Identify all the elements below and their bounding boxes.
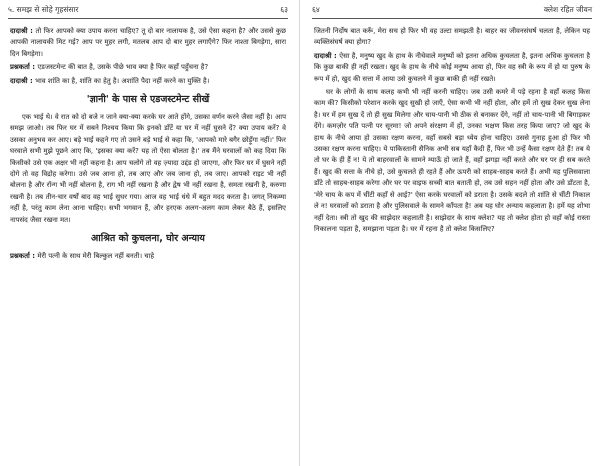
- right-page-number: ६४: [312, 5, 320, 14]
- body-paragraph: एक भाई थे। वे रात को दो बजे न जाने क्या-क्या करके घर आते होंगे, उसका वर्णन करने जैसा नहीं है। आप समझ जाओ। तब फिर घर में सबने निश्चय किया कि इनको डाँटें या घर में नहीं घुसने दें? क्या उपाय करें? वे उसका अनुभव कर आए। बड़े भाई कहने गए तो उसने बड़े भाई से कहा कि, 'आपको मारे बगैर छोड़ूँगा नहीं।' फिर घरवाले सभी मुझे पूछने आए कि, 'इसका क्या करें? यह तो ऐसा बोलता है।' तब मैंने घरवालों को कह दिया कि किसीको उसे एक अक्षर भी नहीं कहना है। आप चलोगे तो वह ज़्यादा उद्दंड हो जाएगा, और फिर घर में घुसने नहीं दोगे तो वह विद्रोह करेगा। उसे जब आना हो, तब आए और जब जाना हो, तब जाए। आपको राइट भी नहीं बोलना है और रॉन्ग भी नहीं बोलना है, राग भी नहीं रखना है और द्वेष भी नहीं रखना है, समता रखनी है, करुणा रखनी है। तब तीन-चार वर्षों बाद वह भाई सुधर गया। आज वह भाई धंधे में बहुत मदद करता है। जगत् निकम्मा नहीं है, परंतु काम लेना आना चाहिए। सभी भगवान हैं, और हरएक अलग-अलग काम लेकर बैठे हैं, इसलिए नापसंद जैसा रखना मत।: [10, 113, 286, 224]
- dialogue-paragraph: प्रश्नकर्ता : मेरी पत्नी के साथ मेरी बिल्कुल नहीं बनती। चाहे: [10, 252, 155, 261]
- right-header-rule: [312, 18, 592, 19]
- body-paragraph: घर के लोगों के साथ कलह कभी भी नहीं करनी चाहिए। जब उसी कमरे में पड़े रहना है वहाँ कलह किस काम की? किसीको परेशान करके खुद सुखी हो जाएँ, ऐसा कभी भी नहीं होता, और हमें तो सुख देकर सुख लेना है। घर में हम सुख दें तो ही सुख मिलेगा और चाय-पानी भी ठीक से बनाकर देंगे, नहीं तो चाय-पानी भी बिगाड़कर देंगे। कमज़ोर पति पत्नी पर सूरमा! जो अपने संरक्षण में हों, उनका भक्षण किस तरह किया जाए? जो खुद के हाथ के नीचे आया हो उसका रक्षण करना, वहाँ सबसे बड़ा ध्येय होना चाहिए। उससे गुनाह हुआ हो फिर भी उसका रक्षण करना चाहिए। ये पाकिस्तानी सैनिक अभी सब यहाँ कैदी हैं, फिर भी उन्हें कैसा रक्षण देते हैं! तब ये तो घर के ही हैं न! ये तो बाहरवालों के सामने म्याऊँ हो जाते हैं, वहाँ झगड़ा नहीं करते और घर पर ही सब करते हैं। खुद की सत्ता के नीचे हो, उसे कुचलते ही रहते हैं और ऊपरी को साहब-साहब करते हैं। अभी यह पुलिसवाला डाँटे तो साहब-साहब करेगा और घर पर वाइफ सच्ची बात बताती हो, तब उसे सहन नहीं होता और उसे डाँटता है, 'मेरे चाय के कप में चींटी कहाँ से आई?' ऐसा करके घरवालों को डराता है। उसके बदले तो शांति से चींटी निकाल ले न! घरवालों को डराता है और पुलिसवाले के सामने काँपता है! अब यह घोर अन्याय कहलाता है। हमें यह शोभा नहीं देता। स्त्री तो खुद की साझेदार कहलाती है। साझेदार के साथ क्लेश? यह तो क्लेश होता हो वहाँ कोई रास्ता निकालना पड़ता है, समझाना पड़ता है। घर में रहना है तो क्लेश किसलिए?: [314, 88, 590, 233]
- dialogue-text: ऐसा है, मनुष्य खुद के हाथ के नीचेवाले मनुष्यों को इतना अधिक कुचलता है, इतना अधिक कुचलता है कि कुछ बाकी ही नहीं रखता। खुद के हाथ के नीचे कोई मनुष्य आया हो, फिर वह स्त्री के रूप में हो या पुरुष के रूप में हो, खुद की सत्ता में आया उसे कुचलने में कुछ बाकी ही नहीं रखते।: [314, 51, 590, 83]
- right-running-title: क्लेश रहित जीवन: [543, 5, 592, 14]
- dialogue-paragraph: प्रश्नकर्ता : एडजस्टमेन्ट की बात है, उसके पीछे भाव क्या है फिर कहाँ पहुँचना है?: [10, 63, 209, 72]
- speaker-label: दादाश्री: [314, 51, 332, 60]
- dialogue-paragraph: दादाश्री : भाव शांति का है, शांति का हेतु है। अशांति पैदा नहीं करने का युक्ति है।: [10, 76, 210, 85]
- dialogue-text: भाव शांति का है, शांति का हेतु है। अशांति पैदा नहीं करने का युक्ति है।: [35, 76, 210, 85]
- continued-paragraph: जितनी निर्दोष बात करूँ, मेरा सच हो फिर भी वह उल्टा समझती है। बाहर का जीवनसंघर्ष चलता है, लेकिन यह व्यक्तिसंघर्ष क्या होगा?: [314, 27, 590, 47]
- left-header-rule: [8, 18, 288, 19]
- page-gutter: [299, 0, 300, 466]
- left-page-header: [8, 4, 288, 16]
- dialogue-paragraph: दादाश्री : तो फिर आपको क्या उपाय करना चाहिए? तू दो बार नालायक है, उसे ऐसा कहना है? और उससे कुछ आपकी नालायकी मिट गई? आप पर मुहर लगी, मतलब आप दो बार मुहर लगाएँगे? फिर नाश्ता बिगड़ेगा, सारा दिन बिगड़ेगा।: [10, 27, 286, 58]
- right-page-header: [312, 4, 592, 16]
- left-page-number: ६३: [280, 5, 288, 14]
- left-page: [0, 0, 296, 466]
- speaker-label: प्रश्नकर्ता: [10, 252, 30, 261]
- dialogue-text: मेरी पत्नी के साथ मेरी बिल्कुल नहीं बनती। चाहे: [37, 252, 155, 261]
- dialogue-text: एडजस्टमेन्ट की बात है, उसके पीछे भाव क्या है फिर कहाँ पहुँचना है?: [37, 63, 209, 72]
- dialogue-text: तो फिर आपको क्या उपाय करना चाहिए? तू दो बार नालायक है, उसे ऐसा कहना है? और उससे कुछ आपकी नालायकी मिट गई? आप पर मुहर लगी, मतलब आप दो बार मुहर लगाएँगे? फिर नाश्ता बिगड़ेगा, सारा दिन बिगड़ेगा।: [10, 27, 286, 58]
- section-heading: 'ज्ञानी' के पास से एडजस्टमेन्ट सीखें: [86, 94, 210, 106]
- right-page-body: [314, 26, 590, 462]
- right-page: [304, 0, 600, 466]
- speaker-label: दादाश्री: [10, 76, 28, 85]
- section-heading: आश्रित को कुचलना, घोर अन्याय: [91, 233, 205, 245]
- speaker-label: प्रश्नकर्ता: [10, 63, 30, 72]
- left-running-title: ५. समझ से सोहे गृहसंसार: [8, 5, 79, 14]
- left-page-body: [10, 26, 286, 462]
- speaker-label: दादाश्री: [10, 27, 28, 35]
- dialogue-paragraph: दादाश्री : ऐसा है, मनुष्य खुद के हाथ के नीचेवाले मनुष्यों को इतना अधिक कुचलता है, इतना अधिक कुचलता है कि कुछ बाकी ही नहीं रखता। खुद के हाथ के नीचे कोई मनुष्य आया हो, फिर वह स्त्री के रूप में हो या पुरुष के रूप में हो, खुद की सत्ता में आया उसे कुचलने में कुछ बाकी ही नहीं रखते।: [314, 51, 590, 83]
